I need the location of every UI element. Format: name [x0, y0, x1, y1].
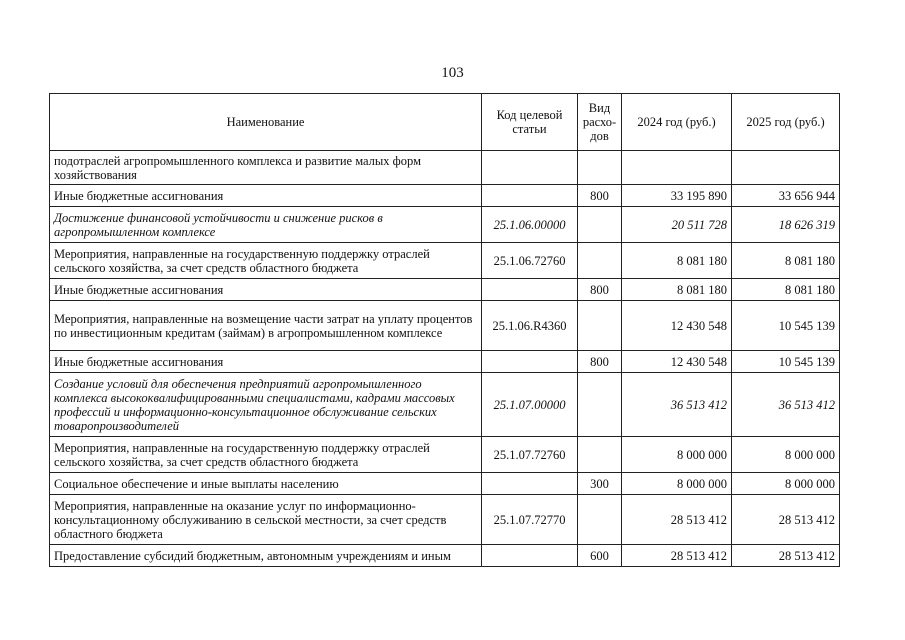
header-code: Код целевой статьи: [482, 94, 578, 151]
row-kind-cell: 800: [578, 351, 622, 373]
row-2024-cell: [622, 151, 732, 185]
header-name: Наименование: [50, 94, 482, 151]
row-code-cell: [482, 151, 578, 185]
row-2024-cell: 36 513 412: [622, 373, 732, 437]
row-2024-cell: 8 000 000: [622, 437, 732, 473]
row-name-cell: Мероприятия, направленные на государственную поддержку отраслей сельского хозяйства, за счет средств областного бюджета: [50, 437, 482, 473]
row-2025-cell: 28 513 412: [732, 545, 840, 567]
table-row: [50, 437, 840, 473]
row-2024-cell: 12 430 548: [622, 351, 732, 373]
row-name-cell: Социальное обеспечение и иные выплаты населению: [50, 473, 482, 495]
row-2025-cell: 8 081 180: [732, 279, 840, 301]
row-name-cell: Мероприятия, направленные на оказание услуг по информационно-консультационному обслуживанию в сельской местности, за счет средств областного бюджета: [50, 495, 482, 545]
row-kind-cell: [578, 151, 622, 185]
row-2024-cell: 8 081 180: [622, 279, 732, 301]
table-row: [50, 351, 840, 373]
row-2025-cell: 8 000 000: [732, 437, 840, 473]
row-code-cell: 25.1.07.72760: [482, 437, 578, 473]
row-name-cell: Достижение финансовой устойчивости и снижение рисков в агропромышленном комплексе: [50, 207, 482, 243]
row-name-cell: Мероприятия, направленные на государственную поддержку отраслей сельского хозяйства, за счет средств областного бюджета: [50, 243, 482, 279]
row-2025-cell: 36 513 412: [732, 373, 840, 437]
row-2025-cell: 8 081 180: [732, 243, 840, 279]
row-name-cell: Иные бюджетные ассигнования: [50, 279, 482, 301]
row-2024-cell: 33 195 890: [622, 185, 732, 207]
row-2024-cell: 28 513 412: [622, 545, 732, 567]
row-2024-cell: 8 081 180: [622, 243, 732, 279]
row-2025-cell: 10 545 139: [732, 351, 840, 373]
row-code-cell: 25.1.06.00000: [482, 207, 578, 243]
row-2024-cell: 12 430 548: [622, 301, 732, 351]
row-code-cell: 25.1.06.R4360: [482, 301, 578, 351]
row-2025-cell: 28 513 412: [732, 495, 840, 545]
row-code-cell: [482, 473, 578, 495]
budget-table: [49, 93, 840, 567]
row-name-cell: Создание условий для обеспечения предприятий агропромышленного комплекса высококвалифицированными специалистами, кадрами массовых профессий и информационно-консультационное обслуживание сельских товаропроизводителей: [50, 373, 482, 437]
row-kind-cell: [578, 301, 622, 351]
row-kind-cell: 600: [578, 545, 622, 567]
row-kind-cell: [578, 437, 622, 473]
row-kind-cell: [578, 207, 622, 243]
row-kind-cell: 800: [578, 185, 622, 207]
row-kind-cell: [578, 495, 622, 545]
row-2025-cell: [732, 151, 840, 185]
row-code-cell: [482, 185, 578, 207]
row-2024-cell: 28 513 412: [622, 495, 732, 545]
row-name-cell: Предоставление субсидий бюджетным, автономным учреждениям и иным: [50, 545, 482, 567]
header-2025: 2025 год (руб.): [732, 94, 840, 151]
row-code-cell: [482, 545, 578, 567]
row-code-cell: 25.1.06.72760: [482, 243, 578, 279]
row-code-cell: 25.1.07.00000: [482, 373, 578, 437]
row-code-cell: [482, 351, 578, 373]
table-body: [50, 151, 840, 567]
table-row: [50, 151, 840, 185]
row-2025-cell: 10 545 139: [732, 301, 840, 351]
table-row: [50, 473, 840, 495]
row-code-cell: [482, 279, 578, 301]
table-row: [50, 279, 840, 301]
row-2025-cell: 18 626 319: [732, 207, 840, 243]
row-name-cell: Иные бюджетные ассигнования: [50, 185, 482, 207]
row-kind-cell: [578, 373, 622, 437]
row-2024-cell: 20 511 728: [622, 207, 732, 243]
table-row: [50, 207, 840, 243]
row-name-cell: Мероприятия, направленные на возмещение части затрат на уплату процентов по инвестиционным кредитам (займам) в агропромышленном комплексе: [50, 301, 482, 351]
header-kind: Вид расхо-дов: [578, 94, 622, 151]
table-row: [50, 185, 840, 207]
row-2024-cell: 8 000 000: [622, 473, 732, 495]
row-code-cell: 25.1.07.72770: [482, 495, 578, 545]
table-row: [50, 495, 840, 545]
header-2024: 2024 год (руб.): [622, 94, 732, 151]
row-2025-cell: 33 656 944: [732, 185, 840, 207]
table-row: [50, 301, 840, 351]
row-name-cell: подотраслей агропромышленного комплекса и развитие малых форм хозяйствования: [50, 151, 482, 185]
table-header-row: [50, 94, 840, 151]
page-number: 103: [441, 65, 464, 81]
table-row: [50, 243, 840, 279]
row-kind-cell: 800: [578, 279, 622, 301]
table-row: [50, 373, 840, 437]
row-name-cell: Иные бюджетные ассигнования: [50, 351, 482, 373]
row-kind-cell: 300: [578, 473, 622, 495]
row-2025-cell: 8 000 000: [732, 473, 840, 495]
row-kind-cell: [578, 243, 622, 279]
table-row: [50, 545, 840, 567]
